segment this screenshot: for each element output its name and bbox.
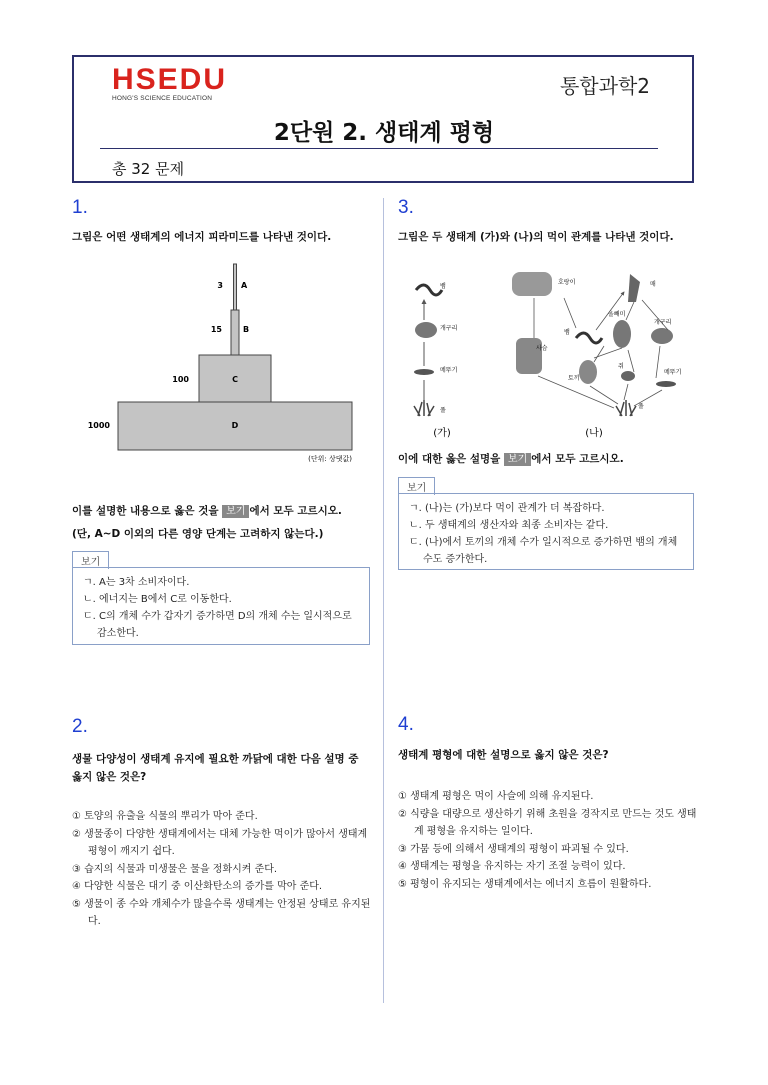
level-a-label: A: [241, 281, 248, 290]
ga-organism-label: 메뚜기: [440, 367, 458, 374]
q3-bogi-box: [398, 493, 694, 570]
na-organism-label: 사슴: [536, 345, 548, 352]
rabbit-icon: [579, 360, 597, 384]
q2-choices: [72, 808, 374, 931]
q2-choice[interactable]: ① 토양의 유출을 식물의 뿌리가 막아 준다.: [72, 811, 258, 822]
logo-text: HSEDU: [112, 63, 228, 96]
question-count: 총 32 문제: [112, 160, 185, 178]
bogi-chip: 보기: [504, 453, 531, 466]
pyramid-level-b: [231, 310, 239, 355]
q4-choice[interactable]: ③ 가뭄 등에 의해서 생태계의 평형이 파괴될 수 있다.: [398, 843, 629, 855]
q3-bogi-label: 보기: [398, 477, 435, 495]
q1-number: 1.: [72, 197, 88, 218]
q3-bogi-item: ㄱ. (나)는 (가)보다 먹이 관계가 더 복잡하다.: [409, 503, 605, 514]
q2-choice[interactable]: ④ 다양한 식물은 대기 중 이산화탄소의 증가를 막아 준다.: [72, 881, 323, 892]
frog-icon: [651, 328, 673, 344]
level-a-value: 3: [217, 281, 223, 290]
q4-choice[interactable]: ④ 생태계는 평형을 유지하는 자기 조절 능력이 있다.: [398, 861, 626, 872]
energy-pyramid: [72, 258, 372, 468]
q2-choice[interactable]: ② 생물종이 다양한 생태계에서는 대체 가능한 먹이가 많아서 생태계 평형이 깨지기 쉽다.: [72, 828, 368, 857]
deer-icon: [516, 338, 542, 374]
q1-prompt: 그림은 어떤 생태계의 에너지 피라미드를 나타낸 것이다.: [72, 231, 332, 243]
na-organism-label: 메뚜기: [664, 369, 682, 376]
q3-bogi-item: ㄷ. (나)에서 토끼의 개체 수가 일시적으로 증가하면 뱀의 개체 수도 증가한다.: [409, 537, 678, 565]
column-divider: [383, 198, 384, 1003]
q1-question-before: 이를 설명한 내용으로 옳은 것을: [72, 505, 223, 517]
level-d-value: 1000: [87, 421, 110, 430]
snake-icon: [576, 333, 602, 343]
ga-organism-label: 풀: [440, 407, 446, 414]
na-organism-label: 풀: [638, 403, 644, 410]
q1-question: [72, 502, 342, 520]
grasshopper-icon: [414, 369, 434, 375]
na-organism-label: 쥐: [618, 363, 624, 370]
q4-prompt: 생태계 평형에 대한 설명으로 옳지 않은 것은?: [398, 749, 609, 761]
tiger-icon: [512, 272, 552, 296]
snake-icon: [416, 285, 442, 295]
q2-choice[interactable]: ⑤ 생물이 종 수와 개체수가 많을수록 생태계는 안정된 상태로 유지된다.: [72, 898, 371, 927]
na-organism-label: 개구리: [654, 319, 672, 326]
logo-subtitle: HONG'S SCIENCE EDUCATION: [112, 95, 213, 102]
q4-choice[interactable]: ① 생태계 평형은 먹이 사슬에 의해 유지된다.: [398, 791, 594, 802]
level-d-label: D: [231, 421, 239, 430]
subject-label: 통합과학2: [559, 74, 650, 98]
na-caption: (나): [585, 428, 603, 439]
q2-choice[interactable]: ③ 습지의 식물과 미생물은 물을 정화시켜 준다.: [72, 863, 278, 875]
q3-number: 3.: [398, 197, 414, 218]
level-c-value: 100: [172, 375, 189, 384]
hsedu-logo: [112, 63, 228, 102]
level-b-value: 15: [210, 325, 222, 334]
na-organism-label: 뱀: [564, 329, 570, 336]
q4-choice[interactable]: ② 식량을 대량으로 생산하기 위해 초원을 경작지로 만드는 것도 생태계 평형을 유지하는 일이다.: [398, 808, 697, 837]
grass-icon: [616, 400, 636, 416]
food-chain-ga: [414, 282, 457, 439]
frog-icon: [415, 322, 437, 338]
na-organism-label: 호랑이: [558, 279, 576, 286]
ga-organism-label: 개구리: [440, 325, 458, 332]
q1-bogi-label: 보기: [72, 551, 109, 569]
grass-icon: [414, 400, 434, 416]
q1-question-after: 에서 모두 고르시오.: [249, 505, 342, 517]
ga-caption: (가): [433, 428, 451, 439]
q3-question-after: 에서 모두 고르시오.: [531, 453, 624, 465]
na-organism-label: 올빼미: [608, 311, 626, 318]
q2-prompt: 생물 다양성이 생태계 유지에 필요한 까닭에 대한 다음 설명 중 옳지 않은 것은?: [72, 753, 359, 783]
q3-prompt: 그림은 두 생태계 (가)와 (나)의 먹이 관계를 나타낸 것이다.: [398, 231, 674, 243]
page-title: 2단원 2. 생태계 평형: [273, 120, 495, 146]
q2-number: 2.: [72, 716, 88, 737]
level-c-label: C: [232, 375, 238, 384]
q3-question-before: 이에 대한 옳은 설명을: [398, 453, 504, 465]
food-web-figure: [398, 258, 698, 443]
q3-bogi-item: ㄴ. 두 생태계의 생산자와 최종 소비자는 같다.: [409, 520, 609, 531]
q4-choice[interactable]: ⑤ 평형이 유지되는 생태계에서는 에너지 흐름이 원활하다.: [398, 878, 652, 890]
q1-bogi-item: ㄱ. A는 3차 소비자이다.: [83, 577, 190, 588]
na-organism-label: 토끼: [568, 375, 580, 382]
owl-icon: [613, 320, 631, 348]
q1-bogi-item: ㄷ. C의 개체 수가 갑자기 증가하면 D의 개체 수는 일시적으로 감소한다.: [83, 611, 352, 639]
na-organism-label: 매: [650, 281, 656, 288]
hawk-icon: [628, 274, 640, 302]
q3-question: [398, 450, 624, 468]
q4-choices: [398, 788, 698, 893]
q4-number: 4.: [398, 714, 414, 735]
bogi-chip: 보기: [222, 505, 249, 518]
title-divider: [100, 148, 658, 149]
pyramid-level-a: [234, 264, 237, 310]
pyramid-unit: (단위: 상댓값): [308, 455, 352, 463]
q1-bogi-box: [72, 567, 370, 645]
level-b-label: B: [243, 325, 250, 334]
q1-bogi-item: ㄴ. 에너지는 B에서 C로 이동한다.: [83, 594, 232, 605]
ga-organism-label: 뱀: [440, 283, 446, 290]
mouse-icon: [621, 371, 635, 381]
food-web-na: [512, 272, 681, 439]
q1-note: (단, A~D 이외의 다른 영양 단계는 고려하지 않는다.): [72, 528, 324, 540]
grasshopper-icon: [656, 381, 676, 387]
